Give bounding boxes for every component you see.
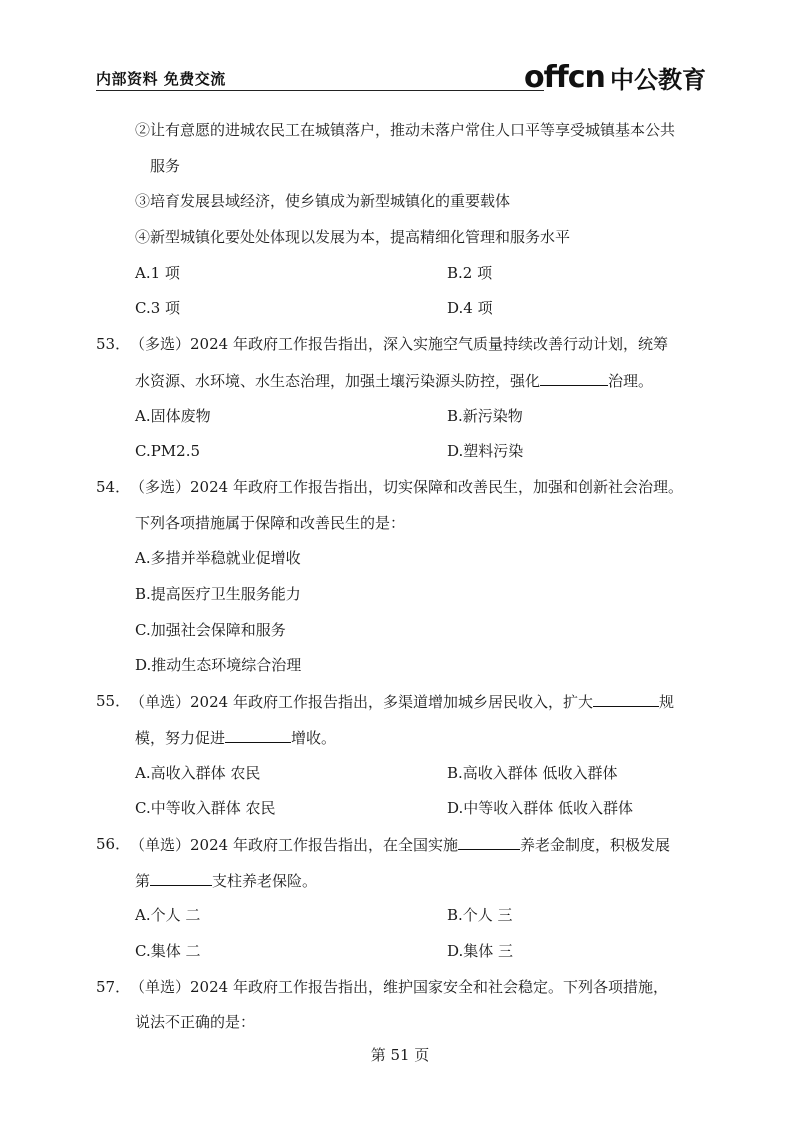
q56-stem-text-2: 第 (135, 872, 151, 890)
q55-option-c: C.中等收入群体 农民 (135, 799, 276, 817)
q56-option-a: A.个人 二 (135, 906, 201, 924)
q56-option-c: C.集体 二 (135, 942, 201, 960)
question-number-56: 56． (96, 835, 131, 853)
q55-stem-tail: 规 (658, 693, 674, 711)
header-label: 内部资料 免费交流 (96, 70, 226, 88)
offcn-logo (524, 60, 706, 95)
prev-option-a: A.1 项 (135, 264, 180, 282)
prev-option-d: D.4 项 (447, 299, 493, 317)
prev-item-2-line2: 服务 (150, 157, 181, 175)
q53-option-a: A.固体废物 (135, 407, 211, 425)
q53-blank (540, 369, 608, 386)
q56-stem-tail: 养老金制度，积极发展 (519, 836, 670, 854)
q55-stem-line2 (135, 726, 336, 749)
q55-blank-1 (593, 690, 659, 707)
q53-stem-tail: 治理。 (608, 372, 654, 390)
page-header (96, 56, 706, 94)
q56-stem-line2 (135, 869, 317, 892)
q56-stem-line1 (130, 833, 670, 856)
q56-blank-2 (150, 869, 212, 886)
logo-mark: offcn (524, 60, 605, 95)
q54-option-d: D.推动生态环境综合治理 (135, 656, 302, 674)
q54-option-c: C.加强社会保障和服务 (135, 621, 286, 639)
header-rule (96, 90, 544, 91)
prev-item-4: ④新型城镇化要处处体现以发展为本，提高精细化管理和服务水平 (135, 228, 571, 246)
q55-blank-2 (225, 726, 291, 743)
q55-option-d: D.中等收入群体 低收入群体 (447, 799, 634, 817)
q56-option-d: D.集体 三 (447, 942, 514, 960)
q55-option-a: A.高收入群体 农民 (135, 764, 261, 782)
question-number-54: 54． (96, 478, 131, 496)
question-number-53: 53． (96, 335, 131, 353)
q56-option-b: B.个人 三 (447, 906, 513, 924)
q56-stem-tail-2: 支柱养老保险。 (212, 872, 318, 890)
prev-item-3: ③培育发展县域经济，使乡镇成为新型城镇化的重要载体 (135, 192, 511, 210)
q53-option-c: C.PM2.5 (135, 442, 201, 460)
q54-stem-line1: （多选）2024 年政府工作报告指出，切实保障和改善民生，加强和创新社会治理。 (130, 478, 683, 496)
question-number-55: 55． (96, 692, 131, 710)
q54-option-b: B.提高医疗卫生服务能力 (135, 585, 301, 603)
logo-text: 中公教育 (610, 66, 706, 94)
q53-option-b: B.新污染物 (447, 407, 523, 425)
q53-stem-text: 水资源、水环境、水生态治理，加强土壤污染源头防控，强化 (135, 372, 541, 390)
page-number: 第 51 页 (370, 1046, 430, 1064)
q53-stem-line2 (135, 369, 653, 392)
q55-stem-text: （单选）2024 年政府工作报告指出，多渠道增加城乡居民收入，扩大 (130, 693, 593, 711)
q54-option-a: A.多措并举稳就业促增收 (135, 549, 301, 567)
q54-stem-line2: 下列各项措施属于保障和改善民生的是： (135, 514, 406, 532)
q55-option-b: B.高收入群体 低收入群体 (447, 764, 618, 782)
q55-stem-tail-2: 增收。 (291, 729, 337, 747)
q55-stem-text-2: 模，努力促进 (135, 729, 226, 747)
question-number-57: 57． (96, 978, 131, 996)
q53-stem-line1: （多选）2024 年政府工作报告指出，深入实施空气质量持续改善行动计划，统筹 (130, 335, 668, 353)
prev-option-b: B.2 项 (447, 264, 493, 282)
prev-item-2-line1: ②让有意愿的进城农民工在城镇落户，推动未落户常住人口平等享受城镇基本公共 (135, 121, 676, 139)
q57-stem-line2: 说法不正确的是： (135, 1013, 256, 1031)
q55-stem-line1 (130, 690, 674, 713)
q56-blank-1 (458, 833, 520, 850)
q57-stem-line1: （单选）2024 年政府工作报告指出，维护国家安全和社会稳定。下列各项措施， (130, 978, 668, 996)
q56-stem-text: （单选）2024 年政府工作报告指出，在全国实施 (130, 836, 458, 854)
prev-option-c: C.3 项 (135, 299, 181, 317)
q53-option-d: D.塑料污染 (447, 442, 524, 460)
